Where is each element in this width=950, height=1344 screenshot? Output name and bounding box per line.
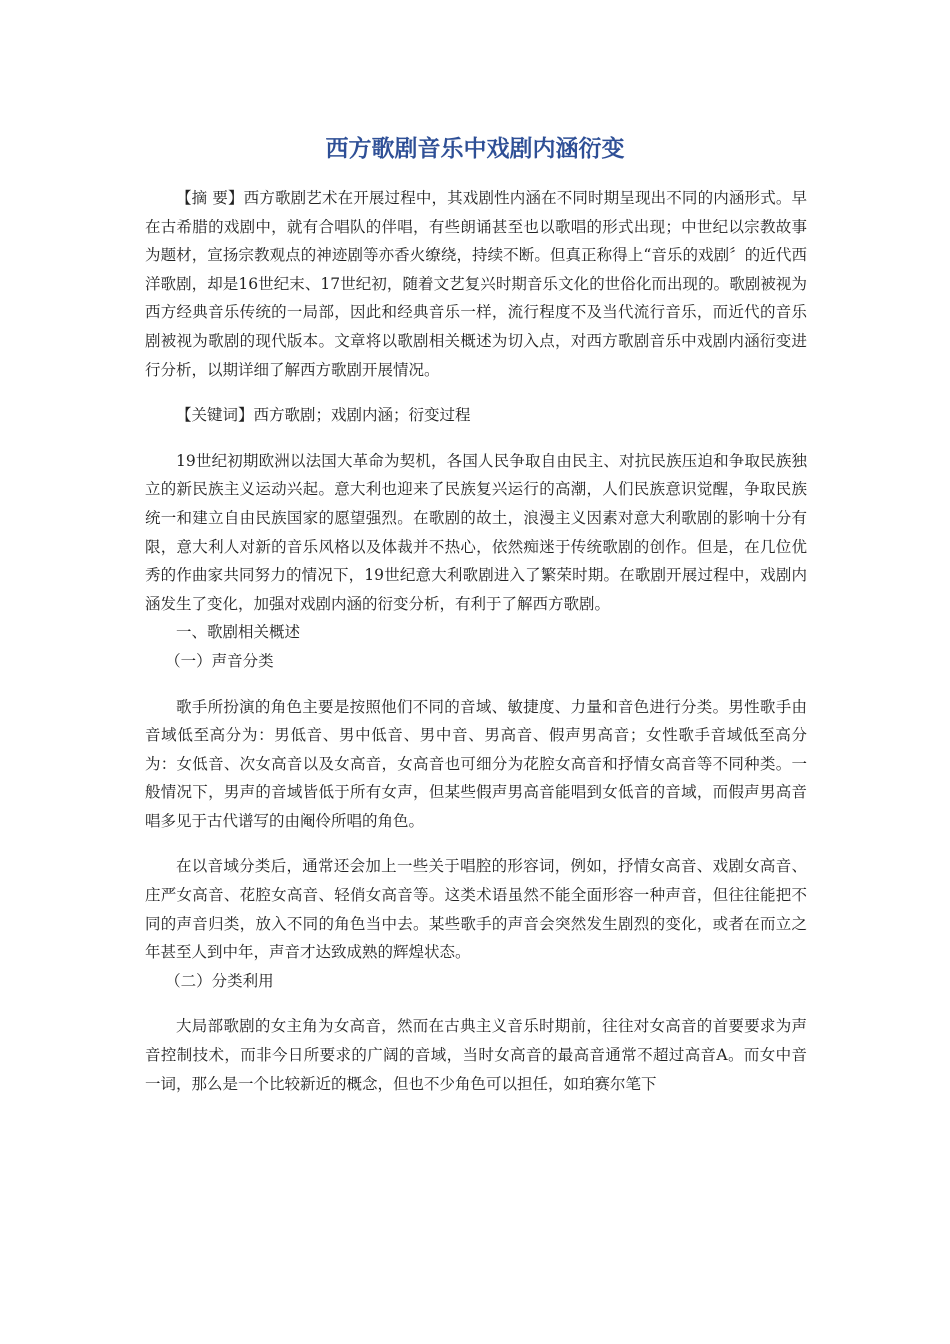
article-title: 西方歌剧音乐中戏剧内涵衍变 (325, 136, 625, 162)
paragraph-voice-classification: 歌手所扮演的角色主要是按照他们不同的音域、敏捷度、力量和音色进行分类。男性歌手由音域低至高分为：男低音、男中低音、男中音、男高音、假声男高音；女性歌手音域低至高分为：女低音、次女高音以及女高音，女高音也可细分为花腔女高音和抒情女高音等不同种类。一般情况下，男声的音域皆低于所有女声，但某些假声男高音能唱到女低音的音域，而假声男高音唱多见于古代谱写的由阉伶所唱的角色。 (145, 697, 807, 830)
paragraph-classification-use: 大局部歌剧的女主角为女高音，然而在古典主义音乐时期前，往往对女高音的首要要求为声音控制技术，而非今日所要求的广阔的音域，当时女高音的最高音通常不超过高音A。而女中音一词，那么是一个比较新近的概念，但也不少角色可以担任，如珀赛尔笔下 (145, 1017, 807, 1093)
subsection-heading-2: （二）分类利用 (165, 971, 274, 990)
section-heading-1: 一、歌剧相关概述 (176, 623, 301, 642)
intro-paragraph: 19世纪初期欧洲以法国大革命为契机，各国人民争取自由民主、对抗民族压迫和争取民族独立的新民族主义运动兴起。意大利也迎来了民族复兴运行的高潮，人们民族意识觉醒，争取民族统一和建立自由民族国家的愿望强烈。在歌剧的故土，浪漫主义因素对意大利歌剧的影响十分有限，意大利人对新的音乐风格以及体裁并不热心，依然痴迷于传统歌剧的创作。但是，在几位优秀的作曲家共同努力的情况下，19世纪意大利歌剧进入了繁荣时期。在歌剧开展过程中，戏剧内涵发生了变化，加强对戏剧内涵的衍变分析，有利于了解西方歌剧。 (145, 451, 807, 613)
article-body (145, 184, 807, 1098)
abstract-paragraph: 【摘 要】西方歌剧艺术在开展过程中，其戏剧性内涵在不同时期呈现出不同的内涵形式。早在古希腊的戏剧中，就有合唱队的伴唱，有些朗诵甚至也以歌唱的形式出现；中世纪以宗教故事为题材，宣扬宗教观点的神迹剧等亦香火缭绕，持续不断。但真正称得上“音乐的戏剧〞的近代西洋歌剧，却是16世纪末、17世纪初，随着文艺复兴时期音乐文化的世俗化而出现的。歌剧被视为西方经典音乐传统的一局部，因此和经典音乐一样，流行程度不及当代流行音乐，而近代的音乐剧被视为歌剧的现代版本。文章将以歌剧相关概述为切入点，对西方歌剧音乐中戏剧内涵衍变进行分析，以期详细了解西方歌剧开展情况。 (145, 189, 807, 379)
subsection-heading-1: （一）声音分类 (165, 651, 274, 670)
keywords-line: 【关键词】西方歌剧；戏剧内涵；衍变过程 (176, 406, 471, 425)
paragraph-voice-adjectives: 在以音域分类后，通常还会加上一些关于唱腔的形容词，例如，抒情女高音、戏剧女高音、庄严女高音、花腔女高音、轻俏女高音等。这类术语虽然不能全面形容一种声音，但往往能把不同的声音归类，放入不同的角色当中去。某些歌手的声音会突然发生剧烈的变化，或者在而立之年甚至人到中年，声音才达致成熟的辉煌状态。 (145, 857, 807, 962)
